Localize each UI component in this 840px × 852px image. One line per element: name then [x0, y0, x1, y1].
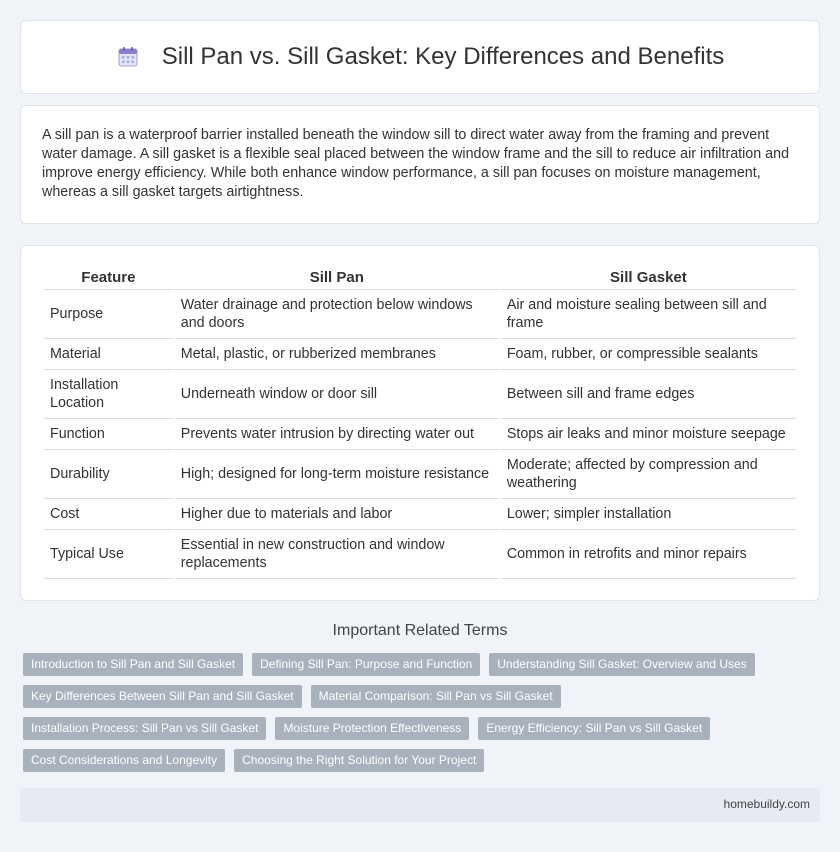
row-sill-pan: Higher due to materials and labor — [175, 499, 499, 530]
row-sill-gasket: Air and moisture sealing between sill and frame — [501, 290, 796, 339]
related-term-tag[interactable]: Energy Efficiency: Sill Pan vs Sill Gasket — [478, 717, 710, 740]
row-sill-pan: High; designed for long-term moisture resistance — [175, 450, 499, 499]
footer-site-name: homebuildy.com — [723, 797, 810, 811]
calendar-icon — [116, 45, 140, 69]
row-sill-gasket: Between sill and frame edges — [501, 370, 796, 419]
row-feature: Cost — [44, 499, 173, 530]
row-feature: Purpose — [44, 290, 173, 339]
header-sill-pan: Sill Pan — [175, 266, 499, 290]
intro-card — [20, 105, 820, 224]
related-term-tag[interactable]: Moisture Protection Effectiveness — [275, 717, 469, 740]
row-feature: Material — [44, 339, 173, 370]
related-term-tag[interactable]: Material Comparison: Sill Pan vs Sill Gasket — [311, 685, 561, 708]
row-sill-pan: Prevents water intrusion by directing water out — [175, 419, 499, 450]
comparison-card — [20, 245, 820, 601]
related-terms-list — [23, 653, 813, 772]
table-row — [44, 450, 796, 499]
row-feature: Durability — [44, 450, 173, 499]
comparison-table — [42, 266, 798, 579]
footer — [20, 788, 820, 822]
page-title-text: Sill Pan vs. Sill Gasket: Key Differences and Benefits — [161, 43, 725, 70]
row-feature: Function — [44, 419, 173, 450]
table-row — [44, 339, 796, 370]
table-row — [44, 370, 796, 419]
related-term-tag[interactable]: Introduction to Sill Pan and Sill Gasket — [23, 653, 243, 676]
related-term-tag[interactable]: Understanding Sill Gasket: Overview and Uses — [489, 653, 754, 676]
row-sill-pan: Underneath window or door sill — [175, 370, 499, 419]
row-feature: Typical Use — [44, 530, 173, 579]
row-sill-pan: Metal, plastic, or rubberized membranes — [175, 339, 499, 370]
intro-paragraph: A sill pan is a waterproof barrier installed beneath the window sill to direct water away from the framing and prevent water damage. A sill gasket is a flexible seal placed between the window frame and the sill to reduce air infiltration and improve energy efficiency. While both enhance window performance, a sill pan focuses on moisture management, whereas a sill gasket targets airtightness. — [42, 127, 790, 200]
row-sill-gasket: Foam, rubber, or compressible sealants — [501, 339, 796, 370]
related-term-tag[interactable]: Choosing the Right Solution for Your Project — [234, 749, 484, 772]
table-row — [44, 499, 796, 530]
row-sill-gasket: Lower; simpler installation — [501, 499, 796, 530]
table-row — [44, 419, 796, 450]
page-title — [116, 43, 725, 71]
title-card — [20, 20, 820, 94]
header-feature: Feature — [44, 266, 173, 290]
table-header-row — [44, 266, 796, 290]
row-sill-gasket: Stops air leaks and minor moisture seepage — [501, 419, 796, 450]
related-term-tag[interactable]: Key Differences Between Sill Pan and Sill Gasket — [23, 685, 302, 708]
related-term-tag[interactable]: Cost Considerations and Longevity — [23, 749, 225, 772]
table-row — [44, 290, 796, 339]
row-feature: Installation Location — [44, 370, 173, 419]
header-sill-gasket: Sill Gasket — [501, 266, 796, 290]
related-term-tag[interactable]: Defining Sill Pan: Purpose and Function — [252, 653, 480, 676]
related-terms-title: Important Related Terms — [332, 622, 508, 639]
table-row — [44, 530, 796, 579]
row-sill-gasket: Common in retrofits and minor repairs — [501, 530, 796, 579]
row-sill-pan: Essential in new construction and window replacements — [175, 530, 499, 579]
row-sill-gasket: Moderate; affected by compression and weathering — [501, 450, 796, 499]
row-sill-pan: Water drainage and protection below windows and doors — [175, 290, 499, 339]
related-term-tag[interactable]: Installation Process: Sill Pan vs Sill Gasket — [23, 717, 266, 740]
